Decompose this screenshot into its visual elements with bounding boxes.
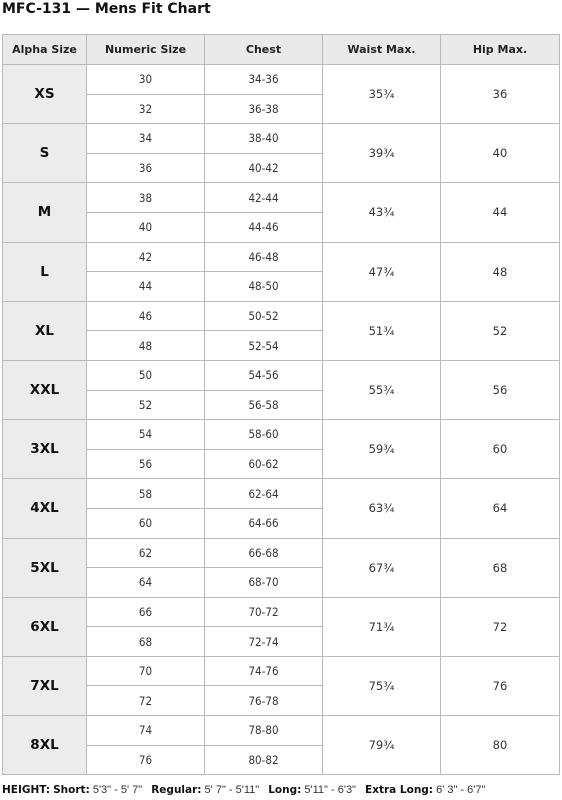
chest-cell: 58-60 [205,420,323,450]
hip-max-cell: 60 [441,420,560,479]
table-row [3,716,560,746]
table-row [3,538,560,568]
numeric-size-cell: 58 [87,479,205,509]
fit-chart-body [3,65,560,775]
alpha-size-cell: M [3,183,87,242]
column-header: Numeric Size [87,35,205,65]
hip-max-cell: 52 [441,301,560,360]
alpha-size-cell: 6XL [3,597,87,656]
height-range-value: 5'3" - 5' 7" [92,784,143,796]
table-row [3,420,560,450]
numeric-size-cell: 76 [87,745,205,775]
chest-cell: 60-62 [205,449,323,479]
fit-chart-table [2,34,560,775]
numeric-size-cell: 38 [87,183,205,213]
chest-cell: 54-56 [205,360,323,390]
chest-cell: 68-70 [205,568,323,598]
chest-cell: 78-80 [205,716,323,746]
column-header: Waist Max. [323,35,441,65]
table-row [3,242,560,272]
hip-max-cell: 72 [441,597,560,656]
numeric-size-cell: 32 [87,94,205,124]
height-category-label: Regular: [151,784,202,796]
hip-max-cell: 56 [441,360,560,419]
alpha-size-cell: 3XL [3,420,87,479]
numeric-size-cell: 50 [87,360,205,390]
hip-max-cell: 40 [441,124,560,183]
numeric-size-cell: 52 [87,390,205,420]
waist-max-cell: 79¾ [323,716,441,775]
waist-max-cell: 59¾ [323,420,441,479]
page-title: MFC-131 — Mens Fit Chart [2,1,211,17]
numeric-size-cell: 68 [87,627,205,657]
chest-cell: 64-66 [205,508,323,538]
numeric-size-cell: 70 [87,656,205,686]
hip-max-cell: 36 [441,65,560,124]
table-row [3,360,560,390]
hip-max-cell: 48 [441,242,560,301]
alpha-size-cell: 7XL [3,656,87,715]
height-legend [2,783,491,797]
chest-cell: 42-44 [205,183,323,213]
numeric-size-cell: 66 [87,597,205,627]
hip-max-cell: 80 [441,716,560,775]
waist-max-cell: 67¾ [323,538,441,597]
table-row [3,183,560,213]
height-label: HEIGHT: [2,784,51,796]
waist-max-cell: 39¾ [323,124,441,183]
alpha-size-cell: XXL [3,360,87,419]
fit-chart-header [3,35,560,65]
waist-max-cell: 47¾ [323,242,441,301]
alpha-size-cell: L [3,242,87,301]
table-row [3,479,560,509]
hip-max-cell: 44 [441,183,560,242]
chest-cell: 48-50 [205,272,323,302]
alpha-size-cell: XL [3,301,87,360]
chest-cell: 56-58 [205,390,323,420]
column-header: Hip Max. [441,35,560,65]
alpha-size-cell: 5XL [3,538,87,597]
table-row [3,597,560,627]
alpha-size-cell: S [3,124,87,183]
chest-cell: 50-52 [205,301,323,331]
chest-cell: 36-38 [205,94,323,124]
table-row [3,301,560,331]
chest-cell: 66-68 [205,538,323,568]
chest-cell: 40-42 [205,153,323,183]
height-range-value: 6' 3" - 6'7" [436,784,486,796]
chest-cell: 72-74 [205,627,323,657]
numeric-size-cell: 40 [87,212,205,242]
numeric-size-cell: 44 [87,272,205,302]
chest-cell: 44-46 [205,212,323,242]
waist-max-cell: 55¾ [323,360,441,419]
numeric-size-cell: 64 [87,568,205,598]
alpha-size-cell: 8XL [3,716,87,775]
numeric-size-cell: 46 [87,301,205,331]
hip-max-cell: 68 [441,538,560,597]
height-category-label: Extra Long: [365,784,434,796]
waist-max-cell: 75¾ [323,656,441,715]
chest-cell: 74-76 [205,656,323,686]
waist-max-cell: 63¾ [323,479,441,538]
waist-max-cell: 43¾ [323,183,441,242]
waist-max-cell: 51¾ [323,301,441,360]
chest-cell: 34-36 [205,65,323,95]
numeric-size-cell: 42 [87,242,205,272]
table-row [3,656,560,686]
numeric-size-cell: 36 [87,153,205,183]
chest-cell: 38-40 [205,124,323,154]
waist-max-cell: 35¾ [323,65,441,124]
hip-max-cell: 64 [441,479,560,538]
numeric-size-cell: 74 [87,716,205,746]
numeric-size-cell: 48 [87,331,205,361]
alpha-size-cell: XS [3,65,87,124]
hip-max-cell: 76 [441,656,560,715]
chest-cell: 70-72 [205,597,323,627]
column-header: Alpha Size [3,35,87,65]
numeric-size-cell: 30 [87,65,205,95]
waist-max-cell: 71¾ [323,597,441,656]
chest-cell: 62-64 [205,479,323,509]
height-range-value: 5'11" - 6'3" [304,784,356,796]
numeric-size-cell: 60 [87,508,205,538]
chest-cell: 76-78 [205,686,323,716]
height-category-label: Long: [268,784,302,796]
alpha-size-cell: 4XL [3,479,87,538]
table-row [3,65,560,95]
table-row [3,124,560,154]
numeric-size-cell: 62 [87,538,205,568]
chest-cell: 52-54 [205,331,323,361]
height-range-value: 5' 7" - 5'11" [204,784,260,796]
numeric-size-cell: 54 [87,420,205,450]
height-category-label: Short: [53,784,90,796]
chest-cell: 46-48 [205,242,323,272]
numeric-size-cell: 72 [87,686,205,716]
numeric-size-cell: 34 [87,124,205,154]
numeric-size-cell: 56 [87,449,205,479]
column-header: Chest [205,35,323,65]
chest-cell: 80-82 [205,745,323,775]
